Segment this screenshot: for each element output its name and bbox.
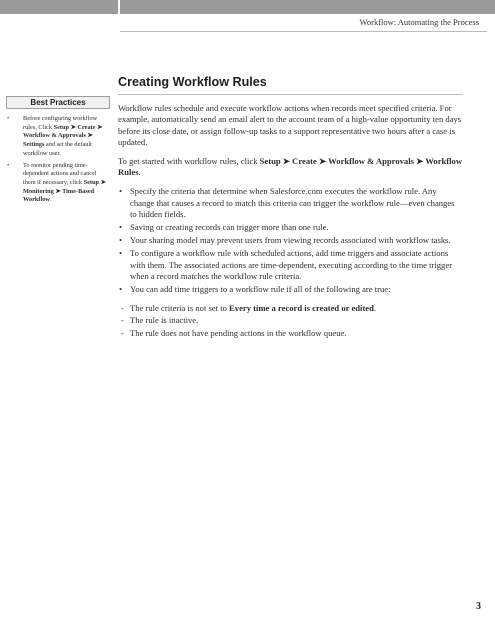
header-divider	[118, 0, 120, 14]
bullet-item: • You can add time triggers to a workflow rule if all of the following are true:	[118, 284, 463, 295]
condition-text: The rule criteria is not set to	[130, 303, 230, 314]
condition-end: .	[373, 303, 377, 314]
sidebar-title: Best Practices	[6, 96, 110, 109]
get-started-text: To get started with workflow rules, click	[118, 156, 260, 167]
header-rule	[120, 31, 487, 32]
page-number: 3	[476, 601, 481, 612]
bullet-item: • Saving or creating records can trigger more than one rule.	[118, 222, 463, 233]
condition-text: The rule is inactive.	[130, 315, 199, 326]
section-title: Creating Workflow Rules	[118, 77, 463, 95]
bullet-item: • To configure a workflow rule with scheduled actions, add time triggers and associate actions with them. The associated actions are time-dependent, executing according to the time trigger when a record matches the workflow rule criteria.	[118, 248, 463, 282]
condition-text: The rule does not have pending actions in the workflow queue.	[130, 327, 347, 338]
condition-item	[118, 303, 463, 314]
main-content	[118, 77, 463, 340]
get-started-end: .	[138, 167, 141, 178]
condition-bold: Every time a record is created or edited	[229, 303, 374, 314]
bullet-item: • Your sharing model may prevent users from viewing records associated with workflow tasks.	[118, 235, 463, 246]
menu-path: Setup ➤ Create ➤ Workflow & Approvals ➤ Settings	[23, 123, 103, 149]
sidebar-item-text: To monitor pending time-dependent actions and cancel them if necessary, click	[23, 161, 97, 186]
sidebar-item-text: and set the default workflow user.	[23, 141, 92, 157]
menu-path: Setup ➤ Create ➤ Workflow & Approvals ➤ Workflow Rules	[118, 156, 463, 178]
condition-item	[118, 328, 463, 339]
sidebar-item-text: .	[49, 196, 52, 204]
sidebar-item-text: Before configuring workflow rules, Click	[23, 115, 98, 131]
condition-list	[118, 303, 463, 339]
sidebar-item	[6, 162, 110, 206]
bullet-item: • Specify the criteria that determine when Salesforce.com executes the workflow rule. Any change that causes a record to match this criteria can trigger the workflow rule—even changes to hidden fields.	[118, 186, 463, 220]
condition-item	[118, 315, 463, 326]
sidebar-item	[6, 115, 110, 159]
menu-path: Setup ➤ Monitoring ➤ Time-Based Workflow	[23, 178, 106, 204]
get-started-paragraph	[118, 156, 463, 178]
header-bar	[0, 0, 495, 14]
bullet-list	[118, 186, 463, 295]
best-practices-sidebar	[6, 96, 110, 208]
sidebar-list	[6, 115, 110, 205]
intro-paragraph: Workflow rules schedule and execute workflow actions when records meet specified criteria. For example, automatically send an email alert to the account team of a high-value opportunity ten days before its close date, or assign follow-up tasks to a support representative two hours after a case is updated.	[118, 103, 462, 147]
running-head: Workflow: Automating the Process	[359, 17, 479, 27]
